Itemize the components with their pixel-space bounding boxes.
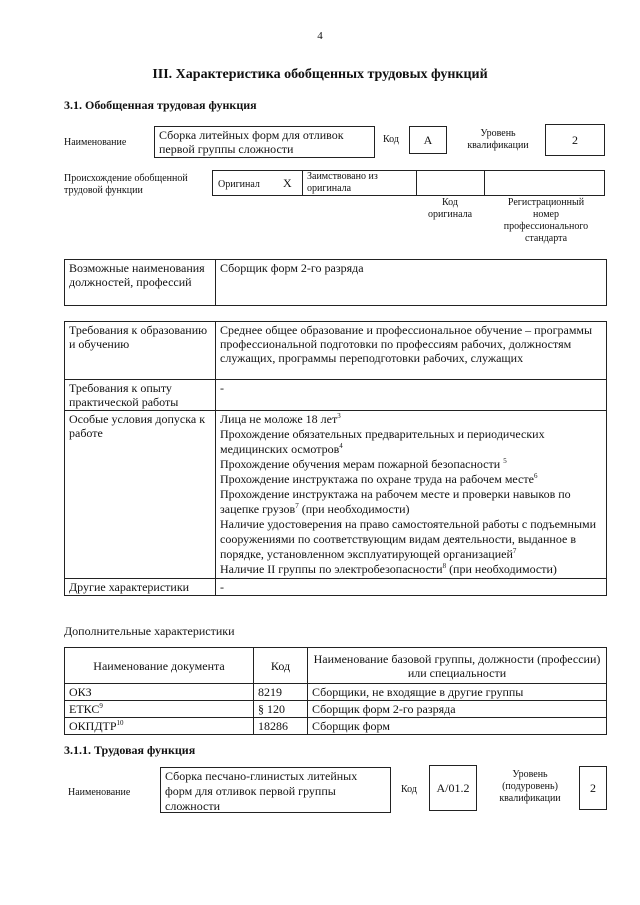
requirements-table [64,321,607,596]
table-row: ЕТКС$^9$ § 120 Сборщик форм 2-го разряда [65,701,607,718]
origin-divider-3 [484,170,485,196]
table-row [65,684,607,701]
other-label: Другие характеристики [65,579,216,596]
origin-box [212,170,605,196]
additional-table [64,647,607,735]
header-code: Код [254,648,308,684]
origin-reg-caption: Регистрационный номер профессионального стандарта [503,197,589,244]
education-value: Среднее общее образование и профессиональное обучение – программы профессиональной подготовки по профессиям рабочих, должностям служащих, программы переподготовки рабочих, служащих [216,322,607,380]
origin-label: Происхождение обобщенной трудовой функции [64,173,188,196]
tf-level-label: Уровень (подуровень) квалификации [499,769,561,804]
tf-name-value: Сборка песчано-глинистых литейных форм для отливок первой группы сложности [160,767,391,813]
header-name: Наименование базовой группы, должности (профессии) или специальности [308,648,607,684]
special-item: Лица не моложе 18 лет$^3$ [220,412,341,426]
special-label: Особые условия допуска к работе [65,411,216,579]
table-row: ОКПДТР$^{10}$ 18286 Сборщик форм [65,718,607,735]
row-code: 8219 [254,684,308,701]
tf-name-label: Наименование [68,787,131,798]
gtf-name-label: Наименование [64,137,127,148]
origin-borrowed-label: Заимствовано из оригинала [307,171,378,194]
section-title: III. Характеристика обобщенных трудовых функций [152,67,488,82]
gtf-level-label: Уровень квалификации [467,128,529,151]
row-name: Сборщик форм [308,718,607,735]
origin-code-caption: Код оригинала [427,197,473,220]
tf-level-value: 2 [579,766,607,810]
special-item: Наличие II группы по электробезопасности$^8$ (при необходимости) [220,562,557,576]
positions-value: Сборщик форм 2-го разряда [216,260,607,306]
header-doc: Наименование документа [65,648,254,684]
education-label: Требования к образованию и обучению [65,322,216,380]
row-name: Сборщик форм 2-го разряда [308,701,607,718]
row-doc: ОКПДТР [69,719,117,733]
gtf-code-value: А [409,126,447,154]
row-name: Сборщики, не входящие в другие группы [308,684,607,701]
special-item: Прохождение инструктажа по охране труда на рабочем месте$^6$ [220,472,538,486]
row-doc: ОКЗ [69,685,92,699]
subsection2-title: 3.1.1. Трудовая функция [64,743,196,757]
special-item: Прохождение обучения мерам пожарной безопасности $^5$ [220,457,507,471]
page-number: 4 [317,30,323,42]
experience-label: Требования к опыту практической работы [65,380,216,411]
row-code: 18286 [254,718,308,735]
gtf-code-label: Код [383,134,399,145]
tf-code-label: Код [401,784,417,795]
origin-original-label: Оригинал [218,179,260,190]
experience-value: - [216,380,607,411]
row-doc: ЕТКС [69,702,100,716]
gtf-level-value: 2 [545,124,605,156]
origin-divider-2 [416,170,417,196]
other-value: - [216,579,607,596]
origin-original-mark: X [283,176,292,190]
special-item: Прохождение обязательных предварительных и периодических медицинских осмотров$^4$ [220,427,545,456]
subsection-title: 3.1. Обобщенная трудовая функция [64,98,257,112]
gtf-name-value: Сборка литейных форм для отливок первой группы сложности [154,126,375,158]
additional-title: Дополнительные характеристики [64,624,235,638]
special-item: Наличие удостоверения на право самостоятельной работы с подъемными сооружениями по соответствующим видам деятельности, выданное в порядке, установленном эксплуатирующей организацией$^7$ [220,517,597,561]
tf-code-value: A/01.2 [429,765,477,811]
positions-table [64,259,607,306]
row-code: § 120 [254,701,308,718]
special-item: Прохождение инструктажа на рабочем месте и проверки навыков по зацепке грузов$^7$ (при необходимости) [220,487,571,516]
special-conditions [216,411,607,579]
origin-divider-1 [302,170,303,196]
positions-label: Возможные наименования должностей, профессий [65,260,216,306]
